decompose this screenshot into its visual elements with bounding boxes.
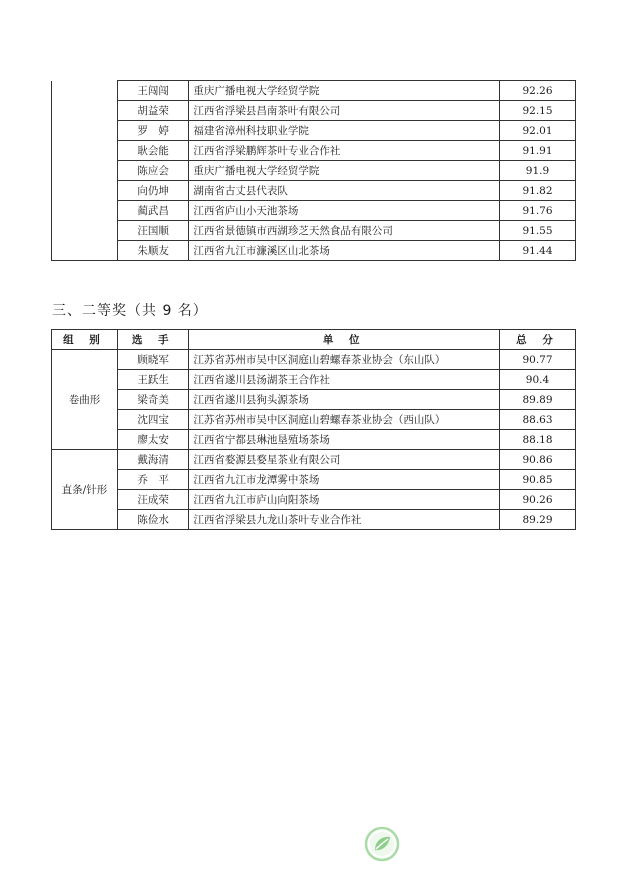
- contestant-name: 胡益荣: [117, 101, 189, 121]
- table-row: [52, 390, 576, 410]
- unit-name: 江西省浮梁县九龙山茶叶专业合作社: [189, 510, 500, 530]
- table-row: [52, 430, 576, 450]
- group-label: 直条/针形: [52, 450, 118, 530]
- table-row: [52, 450, 576, 470]
- unit-name: 江西省九江市龙潭雾中茶场: [189, 470, 500, 490]
- table-row: [52, 121, 576, 141]
- table-row: [52, 350, 576, 370]
- total-score: 91.55: [500, 221, 576, 241]
- unit-name: 江西省庐山小天池茶场: [189, 201, 500, 221]
- contestant-name: 王跃生: [117, 370, 189, 390]
- total-score: 91.82: [500, 181, 576, 201]
- header-score: 总 分: [500, 330, 576, 350]
- unit-name: 湖南省古丈县代表队: [189, 181, 500, 201]
- table-row: [52, 161, 576, 181]
- table-row: [52, 510, 576, 530]
- total-score: 91.44: [500, 241, 576, 261]
- unit-name: 江西省九江市濂溪区山北茶场: [189, 241, 500, 261]
- contestant-name: 汪国顺: [117, 221, 189, 241]
- table-row: [52, 181, 576, 201]
- contestant-name: 陈俭水: [117, 510, 189, 530]
- total-score: 90.85: [500, 470, 576, 490]
- total-score: 90.4: [500, 370, 576, 390]
- second-prize-title: 三、二等奖（共 9 名）: [52, 303, 208, 319]
- unit-name: 江西省九江市庐山向阳茶场: [189, 490, 500, 510]
- tea-leaf-logo-icon: [364, 826, 400, 862]
- second-prize-table: [51, 329, 576, 530]
- unit-name: 重庆广播电视大学经贸学院: [189, 161, 500, 181]
- table-row: [52, 490, 576, 510]
- total-score: 90.26: [500, 490, 576, 510]
- contestant-name: 顾晓军: [117, 350, 189, 370]
- contestant-name: 汪成荣: [117, 490, 189, 510]
- contestant-name: 陈应会: [117, 161, 189, 181]
- total-score: 90.77: [500, 350, 576, 370]
- table-row: [52, 241, 576, 261]
- table-row: [52, 221, 576, 241]
- total-score: 92.01: [500, 121, 576, 141]
- table-header-row: [52, 330, 576, 350]
- table-row: [52, 101, 576, 121]
- unit-name: 江西省遂川县狗头源茶场: [189, 390, 500, 410]
- contestant-name: 乔 平: [117, 470, 189, 490]
- unit-name: 重庆广播电视大学经贸学院: [189, 81, 500, 101]
- unit-name: 江西省遂川县汤湖茶王合作社: [189, 370, 500, 390]
- total-score: 88.63: [500, 410, 576, 430]
- table-row: [52, 370, 576, 390]
- total-score: 92.26: [500, 81, 576, 101]
- total-score: 89.89: [500, 390, 576, 410]
- contestant-name: 王闯闯: [117, 81, 189, 101]
- table-row: [52, 81, 576, 101]
- header-group: 组 别: [52, 330, 118, 350]
- contestant-name: 罗 婷: [117, 121, 189, 141]
- unit-name: 江西省浮梁县昌南茶叶有限公司: [189, 101, 500, 121]
- header-unit: 单 位: [189, 330, 500, 350]
- group-label: 卷曲形: [52, 350, 118, 450]
- total-score: 89.29: [500, 510, 576, 530]
- contestant-name: 耿会能: [117, 141, 189, 161]
- contestant-name: 廖太安: [117, 430, 189, 450]
- table-row: [52, 141, 576, 161]
- table-row: [52, 201, 576, 221]
- total-score: 91.9: [500, 161, 576, 181]
- unit-name: 福建省漳州科技职业学院: [189, 121, 500, 141]
- unit-name: 江西省景德镇市西湖珍芝天然食品有限公司: [189, 221, 500, 241]
- contestant-name: 向仍坤: [117, 181, 189, 201]
- unit-name: 江西省宁都县琳池垦殖场茶场: [189, 430, 500, 450]
- unit-name: 江西省婺源县婺星茶业有限公司: [189, 450, 500, 470]
- header-name: 选 手: [117, 330, 189, 350]
- contestant-name: 蔺武昌: [117, 201, 189, 221]
- total-score: 88.18: [500, 430, 576, 450]
- total-score: 91.91: [500, 141, 576, 161]
- contestant-name: 朱顺友: [117, 241, 189, 261]
- table-row: [52, 470, 576, 490]
- total-score: 91.76: [500, 201, 576, 221]
- contestant-name: 梁奇美: [117, 390, 189, 410]
- contestant-name: 沈四宝: [117, 410, 189, 430]
- unit-name: 江苏省苏州市吴中区洞庭山碧螺春茶业协会（西山队）: [189, 410, 500, 430]
- winners-table-continued: [51, 80, 576, 261]
- table-row: [52, 410, 576, 430]
- unit-name: 江苏省苏州市吴中区洞庭山碧螺春茶业协会（东山队）: [189, 350, 500, 370]
- total-score: 92.15: [500, 101, 576, 121]
- unit-name: 江西省浮梁鹏辉茶叶专业合作社: [189, 141, 500, 161]
- group-cell-empty: [52, 81, 118, 261]
- contestant-name: 戴海清: [117, 450, 189, 470]
- total-score: 90.86: [500, 450, 576, 470]
